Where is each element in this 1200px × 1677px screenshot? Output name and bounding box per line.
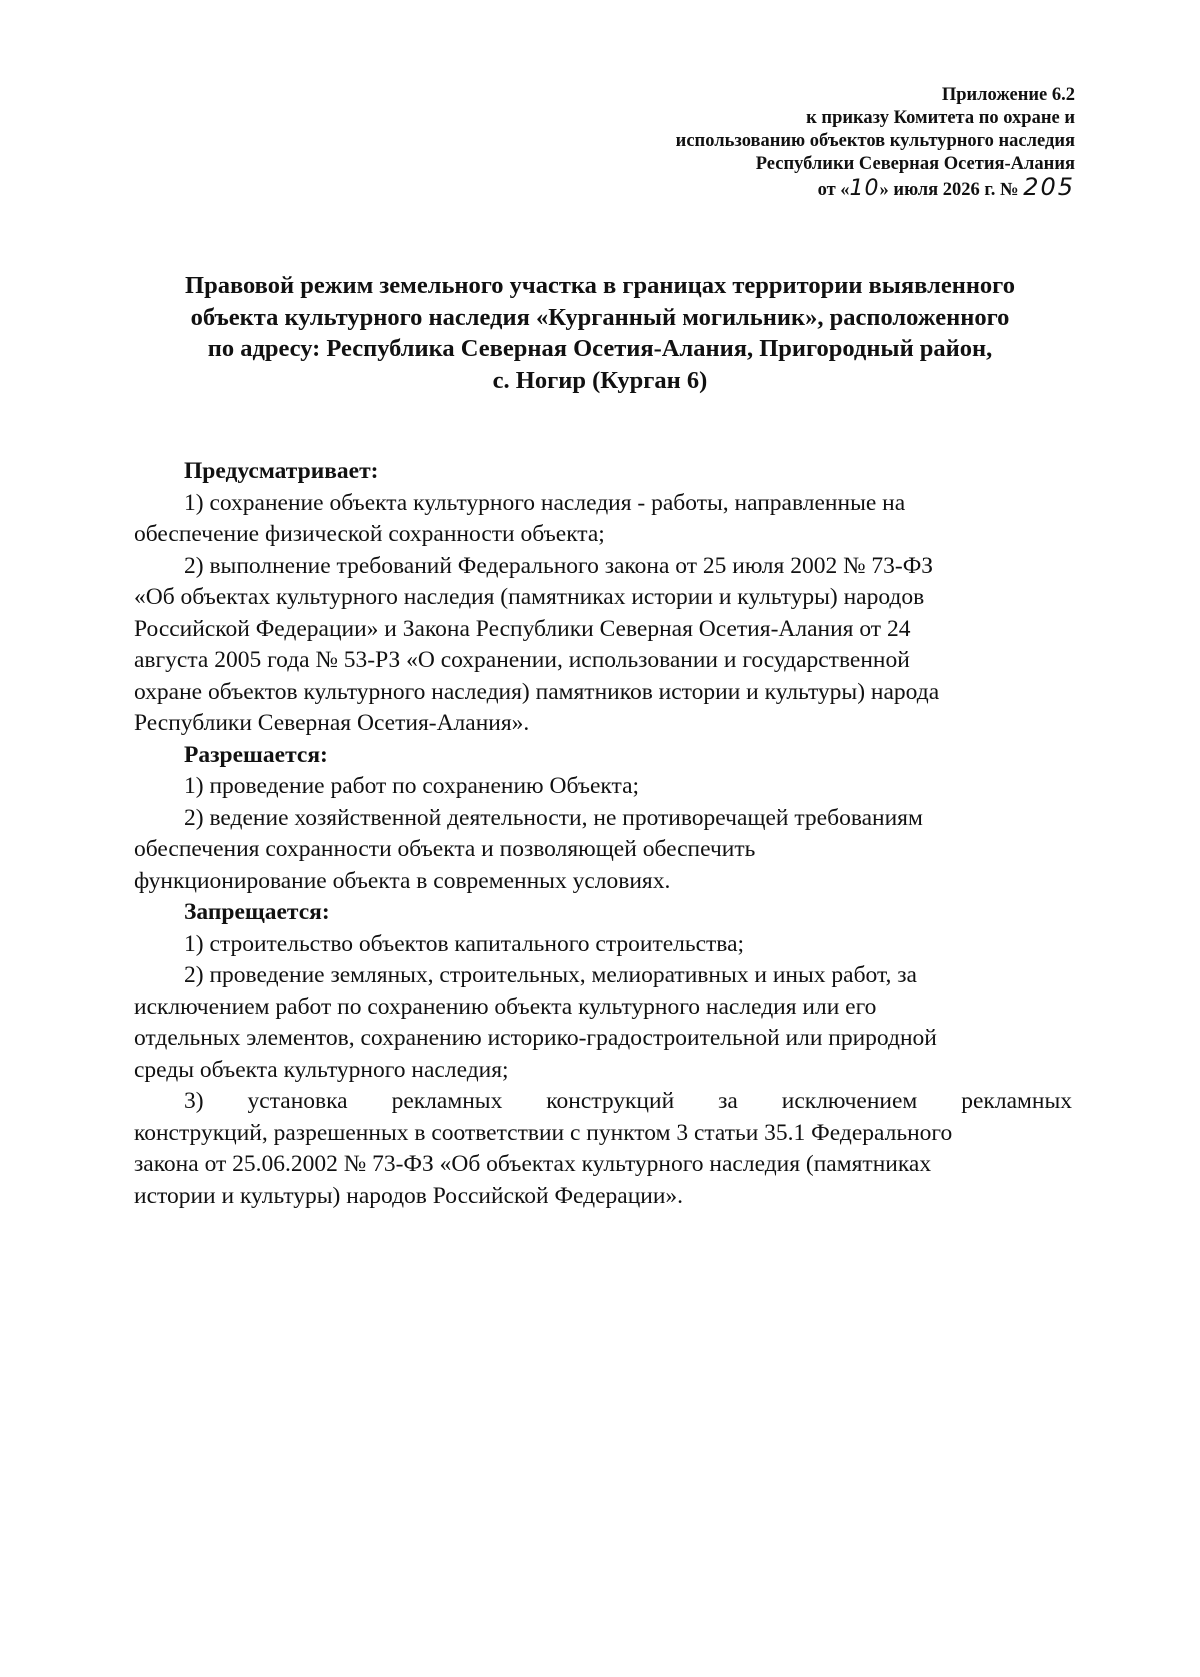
provides-item-2-line-3: Российской Федерации» и Закона Республики Северная Осетия-Алания от 24 [134, 615, 911, 642]
appendix-date-line [676, 173, 1075, 202]
forbidden-item-3-line-3: закона от 25.06.2002 № 73-ФЗ «Об объектах культурного наследия (памятниках [134, 1151, 932, 1177]
appendix-republic: Республики Северная Осетия-Алания [755, 154, 1075, 174]
word: установка [247, 1088, 348, 1114]
provides-item-2-line-5: охране объектов культурного наследия) памятников истории и культуры) народа [134, 678, 940, 705]
forbidden-item-2-line-2: исключением работ по сохранению объекта культурного наследия или его [134, 993, 877, 1020]
forbidden-heading: Запрещается: [184, 899, 330, 925]
forbidden-item-2-line-1: 2) проведение земляных, строительных, мелиоративных и иных работ, за [184, 962, 917, 988]
forbidden-item-3-line-2: конструкций, разрешенных в соответствии с пунктом 3 статьи 35.1 Федерального [134, 1119, 953, 1146]
forbidden-item-1: 1) строительство объектов капитального строительства; [184, 930, 745, 957]
allowed-item-2-line-1: 2) ведение хозяйственной деятельности, не противоречащей требованиям [184, 804, 923, 831]
provides-item-1-line-2: обеспечение физической сохранности объекта; [134, 521, 605, 547]
word: исключением [781, 1088, 918, 1114]
word: рекламных [961, 1088, 1072, 1114]
handwritten-order-number: 205 [1023, 173, 1075, 201]
date-month-year: » июля 2026 г. № [879, 180, 1019, 200]
forbidden-item-2-line-3: отдельных элементов, сохранению историко-градостроительной или природной [134, 1025, 937, 1051]
provides-item-2-line-1: 2) выполнение требований Федерального закона от 25 июля 2002 № 73-ФЗ [184, 552, 934, 579]
forbidden-item-2-line-4: среды объекта культурного наследия; [134, 1056, 509, 1083]
title-line-3: по адресу: Республика Северная Осетия-Алания, Пригородный район, [207, 335, 993, 362]
allowed-item-2-line-3: функционирование объекта в современных условиях. [134, 867, 671, 894]
title-line-2: объекта культурного наследия «Курганный могильник», расположенного [190, 303, 1010, 331]
allowed-heading: Разрешается: [184, 741, 328, 768]
forbidden-item-3-line-4: истории и культуры) народов Российской Федерации». [134, 1182, 684, 1209]
title-line-4: с. Ногир (Курган 6) [492, 366, 708, 394]
forbidden-item-3-line-1 [134, 1086, 1072, 1118]
word: конструкций [546, 1088, 675, 1114]
allowed-item-2-line-2: обеспечения сохранности объекта и позволяющей обеспечить [134, 836, 756, 862]
document-body [134, 456, 1072, 1212]
appendix-order-ref: к приказу Комитета по охране и [806, 108, 1075, 128]
word: рекламных [391, 1088, 503, 1114]
provides-item-2-line-2: «Об объектах культурного наследия (памятниках истории и культуры) народов [134, 584, 925, 610]
word: за [718, 1088, 738, 1114]
word: 3) [184, 1088, 204, 1114]
allowed-item-1: 1) проведение работ по сохранению Объекта; [184, 773, 640, 799]
provides-item-2-line-4: августа 2005 года № 53-РЗ «О сохранении, использовании и государственной [134, 647, 910, 673]
appendix-number: Приложение 6.2 [941, 85, 1075, 105]
provides-item-1-line-1: 1) сохранение объекта культурного наследия - работы, направленные на [184, 489, 906, 516]
handwritten-day: 10 [849, 176, 880, 201]
provides-heading: Предусматривает: [184, 458, 379, 484]
date-prefix: от « [817, 180, 850, 200]
document-title [110, 270, 1090, 396]
appendix-header [676, 84, 1075, 202]
provides-item-2-line-6: Республики Северная Осетия-Алания». [134, 710, 530, 736]
title-line-1: Правовой режим земельного участка в границах территории выявленного [185, 272, 1015, 299]
appendix-committee: использованию объектов культурного наследия [675, 131, 1075, 151]
